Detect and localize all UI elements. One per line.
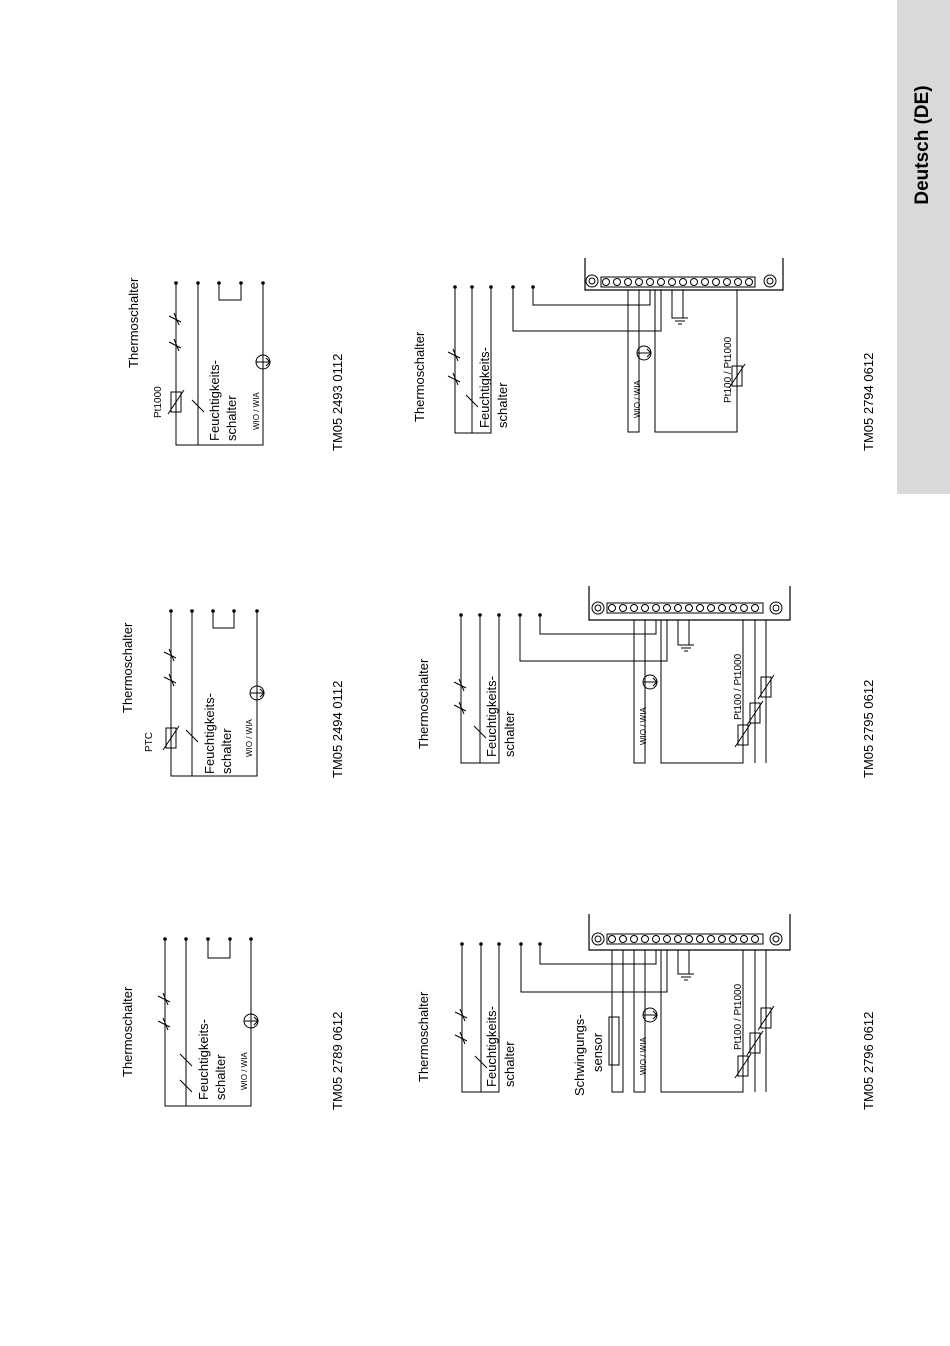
humid-label-1: Feuchtigkeits- — [477, 347, 492, 428]
thermo-label: Thermoschalter — [416, 991, 431, 1082]
humid-label-2: schalter — [502, 1041, 517, 1087]
diagram-code: TM05 2493 0112 — [330, 353, 345, 451]
diagram-tm05-2796 — [416, 914, 876, 1110]
diagram-code: TM05 2795 0612 — [861, 679, 876, 778]
wio-label: WIO / WIA — [252, 392, 261, 430]
sensor-label: Pt1000 — [153, 386, 164, 418]
humid-label-1: Feuchtigkeits- — [484, 676, 499, 757]
humid-label-1: Feuchtigkeits- — [196, 1019, 211, 1100]
diagram-tm05-2789 — [120, 937, 345, 1110]
pt-label: Pt100 / Pt1000 — [723, 336, 734, 403]
humid-label-2: schalter — [224, 395, 239, 441]
terminal-screws — [607, 603, 763, 613]
humid-label-1: Feuchtigkeits- — [202, 693, 217, 774]
wio-label: WIO / WIA — [639, 707, 648, 745]
pt-label: Pt100 / Pt1000 — [733, 653, 744, 720]
ground-icon — [672, 290, 688, 324]
wio-label: WIO / WIA — [240, 1052, 249, 1090]
humid-label-2: schalter — [219, 728, 234, 774]
humid-label-2: schalter — [495, 382, 510, 428]
wio-label: WIO / WIA — [633, 380, 642, 418]
vibration-label-2: sensor — [590, 1032, 605, 1072]
thermo-label: Thermoschalter — [126, 277, 141, 368]
ground-icon — [678, 950, 694, 980]
terminal-screws — [607, 934, 763, 944]
thermo-label: Thermoschalter — [412, 331, 427, 422]
diagram-tm05-2795 — [416, 586, 876, 778]
diagram-tm05-2794 — [412, 258, 876, 451]
sensor-label: PTC — [144, 732, 155, 752]
humid-label-2: schalter — [502, 711, 517, 757]
humid-label-2: schalter — [213, 1054, 228, 1100]
humid-label-1: Feuchtigkeits- — [484, 1006, 499, 1087]
vibration-label-1: Schwingungs- — [572, 1014, 587, 1096]
diagram-tm05-2494 — [120, 609, 345, 778]
diagram-code: TM05 2796 0612 — [861, 1011, 876, 1110]
vibration-sensor-icon — [609, 1017, 619, 1065]
diagram-code: TM05 2794 0612 — [861, 352, 876, 451]
thermo-label: Thermoschalter — [120, 986, 135, 1077]
language-tab-label: Deutsch (DE) — [912, 85, 933, 205]
diagram-tm05-2493 — [126, 277, 345, 451]
wio-label: WIO / WIA — [639, 1037, 648, 1075]
diagram-code: TM05 2789 0612 — [330, 1011, 345, 1110]
terminal-block — [589, 914, 790, 950]
ground-icon — [678, 620, 694, 651]
diagram-code: TM05 2494 0112 — [330, 680, 345, 778]
terminal-screws — [601, 277, 755, 287]
pt-label: Pt100 / Pt1000 — [733, 983, 744, 1050]
terminal-dots — [169, 609, 259, 613]
thermo-label: Thermoschalter — [416, 658, 431, 749]
thermo-label: Thermoschalter — [120, 622, 135, 713]
humid-label-1: Feuchtigkeits- — [207, 360, 222, 441]
wio-label: WIO / WIA — [245, 719, 254, 757]
